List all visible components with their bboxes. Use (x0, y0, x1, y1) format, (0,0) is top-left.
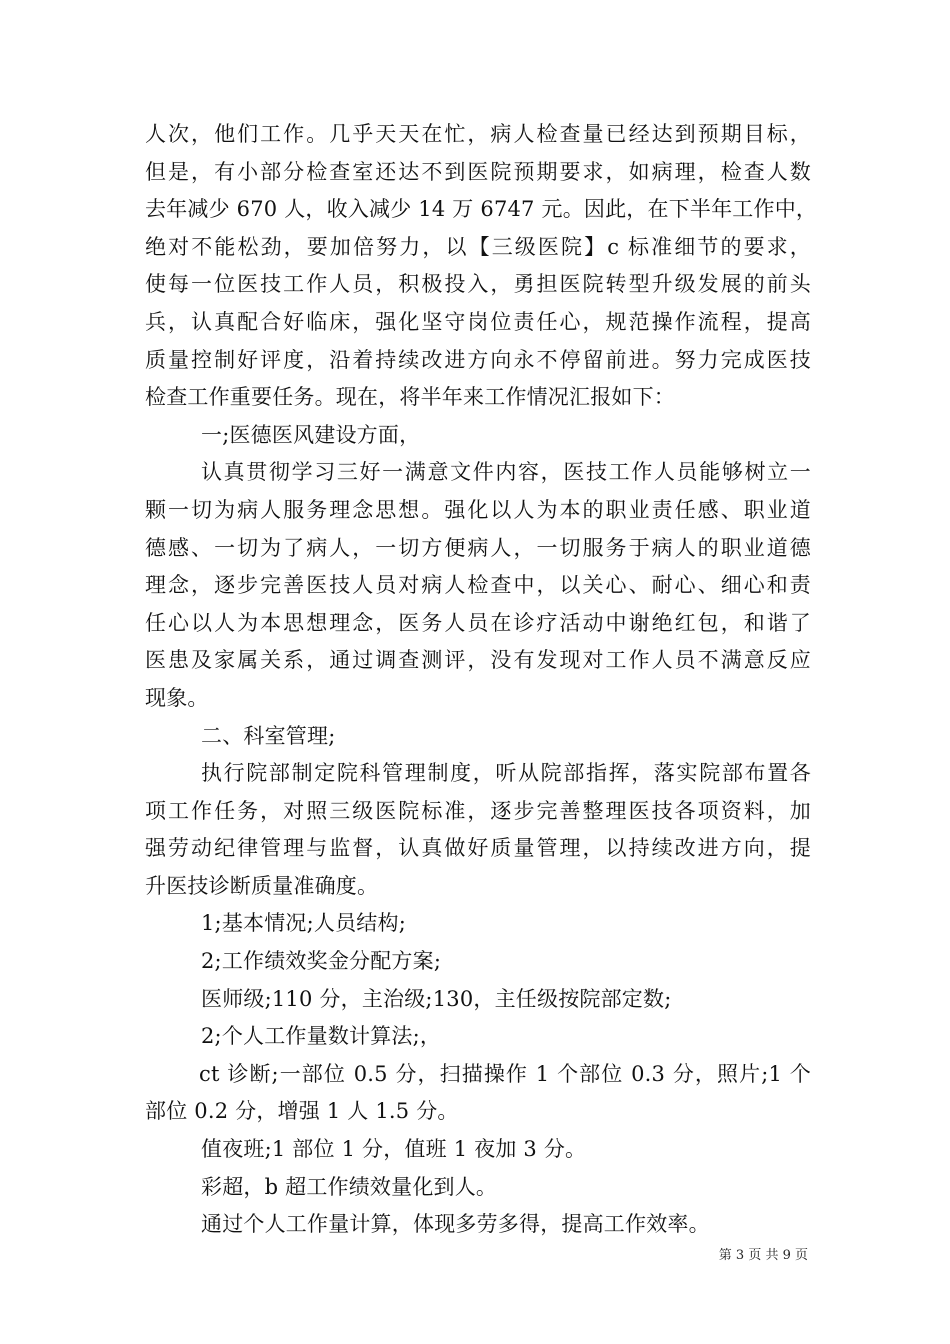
paragraph-line: ct 诊断;一部位 0.5 分，扫描操作 1 个部位 0.3 分，照片;1 个 (199, 1061, 811, 1086)
paragraph-line: 质量控制好评度，沿着持续改进方向永不停留前进。努力完成医技 (145, 347, 811, 372)
paragraph-line: 任心以人为本思想理念，医务人员在诊疗活动中谢绝红包，和谐了 (145, 610, 811, 635)
list-item: 1;基本情况;人员结构; (201, 911, 406, 936)
paragraph-line: 升医技诊断质量准确度。 (145, 873, 379, 898)
paragraph-line: 现象。 (145, 685, 209, 710)
paragraph-line: 兵，认真配合好临床，强化坚守岗位责任心，规范操作流程，提高 (145, 309, 811, 334)
list-item: 值夜班;1 部位 1 分，值班 1 夜加 3 分。 (201, 1137, 587, 1162)
paragraph-line: 绝对不能松劲，要加倍努力，以【三级医院】c 标准细节的要求， (145, 234, 811, 259)
paragraph-line: 强劳动纪律管理与监督，认真做好质量管理，以持续改进方向，提 (145, 836, 811, 861)
paragraph-line: 执行院部制定院科管理制度，听从院部指挥，落实院部布置各 (201, 761, 811, 786)
section-heading: 一;医德医风建设方面， (201, 422, 421, 447)
paragraph-line: 人次，他们工作。几乎天天在忙，病人检查量已经达到预期目标， (145, 122, 811, 146)
section-heading: 二、科室管理; (201, 723, 336, 748)
paragraph-line: 颗一切为病人服务理念思想。强化以人为本的职业责任感、职业道 (145, 497, 811, 522)
paragraph-line: 医患及家属关系，通过调查测评，没有发现对工作人员不满意反应 (145, 648, 811, 673)
paragraph-line: 部位 0.2 分，增强 1 人 1.5 分。 (145, 1099, 459, 1124)
list-item: 通过个人工作量计算，体现多劳多得，提高工作效率。 (201, 1212, 710, 1237)
list-item: 医师级;110 分，主治级;130，主任级按院部定数; (201, 986, 672, 1011)
document-body (145, 116, 818, 1244)
paragraph-line: 理念，逐步完善医技人员对病人检查中，以关心、耐心、细心和责 (145, 573, 811, 598)
list-item: 2;工作绩效奖金分配方案; (201, 949, 442, 974)
paragraph-line: 德感、一切为了病人，一切方便病人，一切服务于病人的职业道德 (145, 535, 811, 560)
paragraph-line: 去年减少 670 人，收入减少 14 万 6747 元。因此，在下半年工作中， (145, 197, 818, 222)
paragraph-line: 使每一位医技工作人员，积极投入，勇担医院转型升级发展的前头 (145, 272, 811, 297)
paragraph-line: 检查工作重要任务。现在，将半年来工作情况汇报如下： (145, 385, 675, 410)
paragraph-line: 但是，有小部分检查室还达不到医院预期要求，如病理，检查人数 (145, 159, 811, 184)
list-item: 2;个人工作量数计算法;， (201, 1024, 442, 1049)
paragraph-line: 项工作任务，对照三级医院标准，逐步完善整理医技各项资料，加 (145, 798, 811, 823)
list-item: 彩超，b 超工作绩效量化到人。 (201, 1174, 498, 1199)
page-number: 第 3 页 共 9 页 (718, 1248, 808, 1263)
paragraph-line: 认真贯彻学习三好一满意文件内容，医技工作人员能够树立一 (201, 460, 811, 485)
